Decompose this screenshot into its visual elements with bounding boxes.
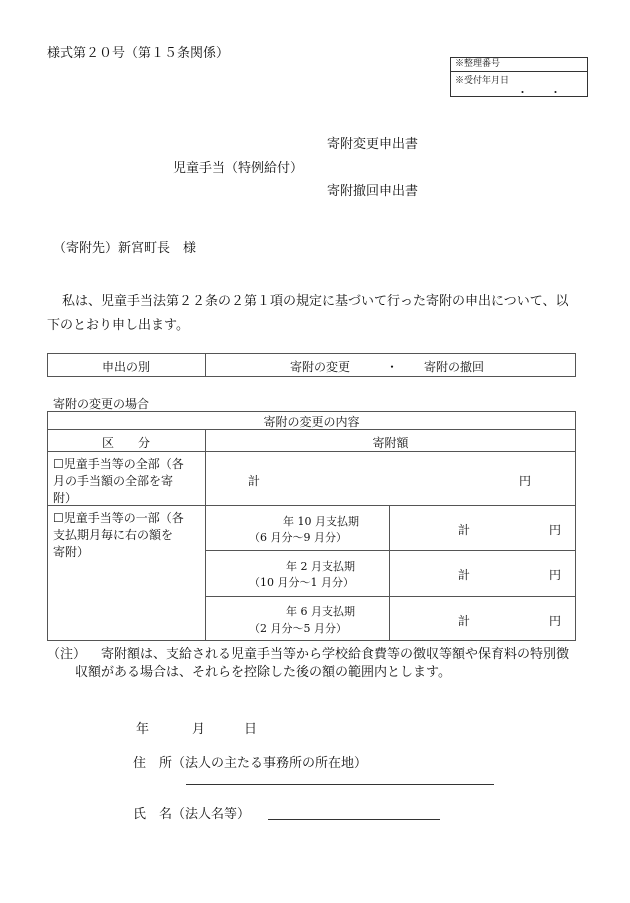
type-label: 申出の別: [101, 360, 150, 374]
partial-option-line-3: 寄附）: [53, 545, 90, 559]
period-title: 年 6 月支払期: [286, 605, 355, 618]
title-prefix: 児童手当（特例給付）: [173, 161, 304, 176]
date-day: 日: [244, 722, 258, 737]
title-withdraw: 寄附撤回申出書: [327, 184, 419, 199]
title-change: 寄附変更申出書: [327, 137, 419, 152]
period-range: （6 月分～9 月分）: [249, 531, 347, 544]
period-yen: 円: [549, 523, 562, 537]
addressee: （寄附先）新宮町長 様: [53, 241, 197, 256]
receipt-date-label: ※受付年月日: [455, 76, 510, 86]
change-table-title: 寄附の変更の内容: [263, 415, 360, 429]
receipt-date-dots: ・ ・: [517, 86, 561, 99]
date-year: 年: [136, 722, 150, 737]
full-total-label: 計: [248, 474, 261, 488]
partial-option-line-2: 支払期月毎に右の額を: [53, 528, 174, 542]
partial-option-line-1[interactable]: ☐児童手当等の一部（各: [53, 511, 184, 525]
note-label: （注）: [47, 647, 87, 662]
period-yen: 円: [549, 614, 562, 628]
col-category: 区 分: [101, 436, 150, 450]
period-total-label: 計: [458, 614, 471, 628]
note-line-1: 寄附額は、支給される児童手当等から学校給食費等の徴収等額や保育料の特別徴: [101, 647, 570, 662]
option-withdraw[interactable]: 寄附の撤回: [424, 360, 485, 374]
period-yen: 円: [549, 568, 562, 582]
address-line[interactable]: [186, 784, 494, 785]
period-total-label: 計: [458, 523, 471, 537]
date-month: 月: [192, 722, 206, 737]
period-total-label: 計: [458, 568, 471, 582]
full-option-line-1[interactable]: ☐児童手当等の全部（各: [53, 457, 184, 471]
period-title: 年 10 月支払期: [283, 515, 359, 528]
period-range: （2 月分～5 月分）: [249, 622, 347, 635]
option-change[interactable]: 寄附の変更: [290, 360, 351, 374]
full-option-line-2: 月の手当額の全部を寄: [53, 474, 174, 488]
period-title: 年 2 月支払期: [286, 560, 355, 573]
note-line-2: 収額がある場合は、それらを控除した後の額の範囲内とします。: [75, 665, 451, 680]
col-amount: 寄附額: [372, 436, 409, 450]
full-option-line-3: 附）: [53, 491, 78, 505]
name-label: 氏 名（法人名等）: [133, 807, 251, 822]
full-yen: 円: [519, 474, 532, 488]
change-section-heading: 寄附の変更の場合: [53, 397, 150, 411]
option-separator: ・: [386, 360, 399, 374]
form-number: 様式第２０号（第１５条関係）: [47, 46, 230, 61]
address-label: 住 所（法人の主たる事務所の所在地）: [133, 756, 368, 771]
receipt-box: [450, 57, 588, 97]
period-range: （10 月分～1 月分）: [249, 576, 354, 589]
intro-line-2: 下のとおり申し出ます。: [47, 318, 189, 333]
name-line[interactable]: [268, 819, 440, 820]
receipt-number-label: ※整理番号: [451, 58, 587, 72]
intro-line-1: 私は、児童手当法第２２条の２第１項の規定に基づいて行った寄附の申出について、以: [62, 294, 569, 309]
